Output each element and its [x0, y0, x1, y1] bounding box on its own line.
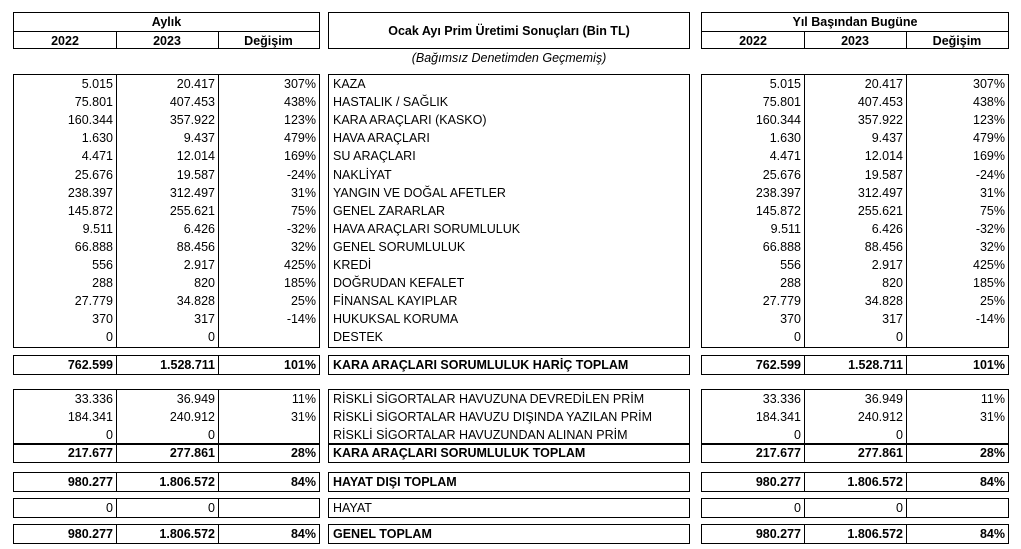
risk-label: RİSKLİ SİGORTALAR HAVUZUNA DEVREDİLEN PRİM	[333, 392, 645, 406]
branches-right-value-2022: 4.471	[769, 149, 801, 163]
branches-right-value-2023: 407.453	[857, 95, 903, 109]
grand-total-left-value-2023: 1.806.572	[159, 527, 215, 541]
branches-right-change: 438%	[973, 95, 1005, 109]
risk-right-value-2023: 240.912	[857, 410, 903, 424]
branches-right-change: -14%	[975, 312, 1005, 326]
branches-right-change: 425%	[973, 258, 1005, 272]
branches-right-change: 169%	[973, 149, 1005, 163]
branches-label: HAVA ARAÇLARI SORUMLULUK	[333, 222, 521, 236]
branches-label: KREDİ	[333, 258, 372, 272]
header-left-2023: 2023	[153, 34, 181, 48]
nonlife-total-right-change: 84%	[979, 475, 1005, 489]
branches-label: YANGIN VE DOĞAL AFETLER	[333, 186, 506, 200]
total-liability-right-change: 28%	[979, 446, 1005, 460]
branches-left-value-2022: 0	[106, 330, 113, 344]
risk-right-change: 11%	[980, 392, 1005, 406]
risk-left-value-2023: 240.912	[169, 410, 215, 424]
branches-left-value-2022: 370	[92, 312, 113, 326]
risk-mid-block	[328, 389, 690, 445]
branches-right-value-2022: 66.888	[762, 240, 801, 254]
branches-mid-block	[328, 74, 690, 348]
branches-label: NAKLİYAT	[333, 168, 392, 182]
branches-left-value-2023: 2.917	[183, 258, 215, 272]
total-excl-right-value-2022: 762.599	[755, 358, 801, 372]
nonlife-total-left-value-2023: 1.806.572	[159, 475, 215, 489]
risk-left-change	[218, 426, 319, 444]
branches-right-value-2023: 6.426	[871, 222, 903, 236]
branches-right-change: 25%	[979, 294, 1005, 308]
branches-right-change	[906, 328, 1008, 346]
life-left-value-2023: 0	[208, 501, 215, 515]
branches-left-value-2022: 75.801	[74, 95, 113, 109]
branches-label: KAZA	[333, 77, 366, 91]
header-left-change: Değişim	[244, 34, 293, 48]
nonlife-total-left-block	[13, 472, 320, 492]
branches-right-change: 31%	[979, 186, 1005, 200]
branches-left-value-2023: 820	[194, 276, 215, 290]
branches-right-value-2023: 820	[882, 276, 903, 290]
life-right-value-2022: 0	[794, 501, 801, 515]
branches-label: HASTALIK / SAĞLIK	[333, 95, 449, 109]
header-right-2022: 2022	[739, 34, 767, 48]
grand-total-left-change: 84%	[290, 527, 316, 541]
total-excl-left-value-2023: 1.528.711	[160, 358, 215, 372]
branches-left-value-2022: 27.779	[74, 294, 113, 308]
branches-right-value-2023: 312.497	[857, 186, 903, 200]
risk-right-change: 31%	[979, 410, 1005, 424]
branches-left-value-2022: 288	[92, 276, 113, 290]
header-left-2022: 2022	[51, 34, 79, 48]
branches-left-change: 25%	[290, 294, 316, 308]
branches-right-value-2023: 0	[896, 330, 903, 344]
branches-left-value-2022: 238.397	[67, 186, 113, 200]
total-excl-label: KARA ARAÇLARI SORUMLULUK HARİÇ TOPLAM	[333, 358, 629, 372]
total-excl-left-change: 101%	[284, 358, 316, 372]
branches-left-value-2023: 6.426	[183, 222, 215, 236]
total-excl-left-value-2022: 762.599	[67, 358, 113, 372]
risk-left-value-2022: 184.341	[67, 410, 113, 424]
branches-left-value-2023: 407.453	[169, 95, 215, 109]
branches-right-value-2023: 2.917	[871, 258, 903, 272]
grand-total-mid-block	[328, 524, 690, 544]
total-excl-right-value-2023: 1.528.711	[848, 358, 903, 372]
branches-left-value-2023: 255.621	[169, 204, 215, 218]
nonlife-total-mid-block	[328, 472, 690, 492]
branches-left-change: -32%	[286, 222, 316, 236]
branches-right-value-2022: 370	[780, 312, 801, 326]
branches-left-value-2023: 20.417	[176, 77, 215, 91]
branches-right-value-2022: 75.801	[762, 95, 801, 109]
branches-left-change: 169%	[284, 149, 316, 163]
branches-label: HUKUKSAL KORUMA	[333, 312, 459, 326]
branches-label: DOĞRUDAN KEFALET	[333, 276, 465, 290]
branches-right-value-2022: 25.676	[762, 168, 801, 182]
branches-right-value-2022: 9.511	[770, 222, 801, 236]
branches-label: GENEL ZARARLAR	[333, 204, 446, 218]
branches-left-value-2023: 12.014	[176, 149, 215, 163]
header-center	[328, 12, 690, 49]
grand-total-right-block	[701, 524, 1009, 544]
header-left-title: Aylık	[151, 15, 182, 29]
total-excl-mid-block	[328, 355, 690, 375]
branches-right-value-2022: 0	[794, 330, 801, 344]
total-liability-left-block	[13, 443, 320, 463]
branches-left-value-2022: 160.344	[67, 113, 113, 127]
header-right-change: Değişim	[932, 34, 982, 48]
branches-label: SU ARAÇLARI	[333, 149, 416, 163]
branches-left-value-2022: 1.630	[81, 131, 113, 145]
branches-left-value-2022: 66.888	[74, 240, 113, 254]
grand-total-left-block	[13, 524, 320, 544]
risk-left-block	[13, 389, 320, 445]
risk-right-change	[906, 426, 1008, 444]
nonlife-total-left-value-2022: 980.277	[67, 475, 113, 489]
risk-right-block	[701, 389, 1009, 445]
branches-left-value-2022: 25.676	[74, 168, 113, 182]
branches-right-value-2022: 27.779	[762, 294, 801, 308]
header-left	[13, 12, 320, 49]
branches-right-value-2022: 238.397	[755, 186, 801, 200]
life-right-value-2023: 0	[896, 501, 903, 515]
life-left-change	[218, 499, 319, 517]
branches-left-value-2022: 5.015	[81, 77, 113, 91]
branches-left-value-2022: 556	[92, 258, 113, 272]
branches-label: KARA ARAÇLARI (KASKO)	[333, 113, 487, 127]
branches-left-value-2022: 4.471	[81, 149, 113, 163]
branches-right-change: 479%	[973, 131, 1005, 145]
branches-right-value-2022: 1.630	[769, 131, 801, 145]
risk-label: RİSKLİ SİGORTALAR HAVUZU DIŞINDA YAZILAN PRİM	[333, 410, 653, 424]
branches-right-value-2022: 288	[780, 276, 801, 290]
branches-right-value-2023: 317	[882, 312, 903, 326]
risk-left-change: 11%	[291, 392, 316, 406]
nonlife-total-right-value-2022: 980.277	[755, 475, 801, 489]
branches-left-value-2023: 88.456	[176, 240, 215, 254]
branches-left-value-2023: 19.587	[176, 168, 215, 182]
branches-label: FİNANSAL KAYIPLAR	[333, 294, 458, 308]
nonlife-total-right-block	[701, 472, 1009, 492]
total-excl-right-change: 101%	[973, 358, 1005, 372]
total-liability-left-value-2023: 277.861	[169, 446, 215, 460]
risk-right-value-2022: 33.336	[762, 392, 801, 406]
branches-right-value-2023: 255.621	[857, 204, 903, 218]
total-liability-left-change: 28%	[290, 446, 316, 460]
branches-right-value-2023: 34.828	[864, 294, 903, 308]
total-excl-left-block	[13, 355, 320, 375]
branches-right-value-2023: 19.587	[864, 168, 903, 182]
life-left-value-2022: 0	[106, 501, 113, 515]
header-right	[701, 12, 1009, 49]
branches-right-value-2023: 20.417	[864, 77, 903, 91]
risk-left-value-2023: 0	[208, 428, 215, 442]
total-liability-label: KARA ARAÇLARI SORUMLULUK TOPLAM	[333, 446, 586, 460]
grand-total-right-change: 84%	[979, 527, 1005, 541]
risk-right-value-2022: 184.341	[755, 410, 801, 424]
branches-left-value-2023: 9.437	[183, 131, 215, 145]
grand-total-right-value-2023: 1.806.572	[847, 527, 903, 541]
nonlife-total-left-change: 84%	[290, 475, 316, 489]
life-right-block	[701, 498, 1009, 518]
branches-left-value-2023: 0	[208, 330, 215, 344]
branches-left-change: 307%	[284, 77, 316, 91]
header-right-title: Yıl Başından Bugüne	[792, 15, 918, 29]
branches-left-change: 479%	[284, 131, 316, 145]
branches-right-value-2022: 160.344	[755, 113, 801, 127]
branches-left-change: 32%	[290, 240, 316, 254]
life-mid-block	[328, 498, 690, 518]
branches-right-value-2023: 9.437	[871, 131, 903, 145]
risk-left-change: 31%	[290, 410, 316, 424]
risk-right-value-2022: 0	[794, 428, 801, 442]
total-liability-right-value-2022: 217.677	[755, 446, 801, 460]
branches-left-value-2023: 34.828	[176, 294, 215, 308]
branches-right-value-2023: 88.456	[864, 240, 903, 254]
grand-total-left-value-2022: 980.277	[67, 527, 113, 541]
branches-right-change: 185%	[973, 276, 1005, 290]
life-label: HAYAT	[333, 501, 372, 515]
branches-left-change: 75%	[290, 204, 316, 218]
branches-left-change: 31%	[290, 186, 316, 200]
branches-left-change: 425%	[284, 258, 316, 272]
total-liability-right-value-2023: 277.861	[857, 446, 903, 460]
branches-right-value-2022: 5.015	[769, 77, 801, 91]
nonlife-total-label: HAYAT DIŞI TOPLAM	[333, 475, 457, 489]
branches-left-change: 438%	[284, 95, 316, 109]
branches-right-change: 307%	[973, 77, 1005, 91]
branches-left-change: -14%	[286, 312, 316, 326]
branches-left-value-2023: 357.922	[169, 113, 215, 127]
branches-left-value-2022: 9.511	[82, 222, 113, 236]
branches-left-block	[13, 74, 320, 348]
branches-right-change: 123%	[973, 113, 1005, 127]
nonlife-total-right-value-2023: 1.806.572	[847, 475, 903, 489]
branches-right-change: -24%	[975, 168, 1005, 182]
branches-left-value-2022: 145.872	[67, 204, 113, 218]
risk-left-value-2023: 36.949	[176, 392, 215, 406]
branches-right-value-2023: 357.922	[857, 113, 903, 127]
branches-right-value-2022: 145.872	[755, 204, 801, 218]
branches-left-change: -24%	[286, 168, 316, 182]
branches-left-value-2023: 317	[194, 312, 215, 326]
risk-right-value-2023: 0	[896, 428, 903, 442]
branches-label: HAVA ARAÇLARI	[333, 131, 430, 145]
branches-label: GENEL SORUMLULUK	[333, 240, 466, 254]
grand-total-right-value-2022: 980.277	[755, 527, 801, 541]
audit-note: (Bağımsız Denetimden Geçmemiş)	[411, 51, 607, 65]
page-title: Ocak Ayı Prim Üretimi Sonuçları (Bin TL)	[388, 24, 630, 38]
life-left-block	[13, 498, 320, 518]
branches-left-change	[218, 328, 319, 346]
life-right-change	[906, 499, 1008, 517]
branches-right-value-2023: 12.014	[864, 149, 903, 163]
risk-right-value-2023: 36.949	[864, 392, 903, 406]
risk-label: RİSKLİ SİGORTALAR HAVUZUNDAN ALINAN PRİM	[333, 428, 628, 442]
branches-left-value-2023: 312.497	[169, 186, 215, 200]
branches-right-value-2022: 556	[780, 258, 801, 272]
grand-total-label: GENEL TOPLAM	[333, 527, 432, 541]
total-liability-mid-block	[328, 443, 690, 463]
branches-right-change: 75%	[979, 204, 1005, 218]
branches-right-change: -32%	[975, 222, 1005, 236]
header-right-2023: 2023	[841, 34, 869, 48]
risk-left-value-2022: 0	[106, 428, 113, 442]
branches-label: DESTEK	[333, 330, 384, 344]
total-liability-left-value-2022: 217.677	[67, 446, 113, 460]
branches-right-block	[701, 74, 1009, 348]
branches-left-change: 185%	[284, 276, 316, 290]
risk-left-value-2022: 33.336	[74, 392, 113, 406]
total-liability-right-block	[701, 443, 1009, 463]
branches-right-change: 32%	[979, 240, 1005, 254]
branches-left-change: 123%	[284, 113, 316, 127]
total-excl-right-block	[701, 355, 1009, 375]
